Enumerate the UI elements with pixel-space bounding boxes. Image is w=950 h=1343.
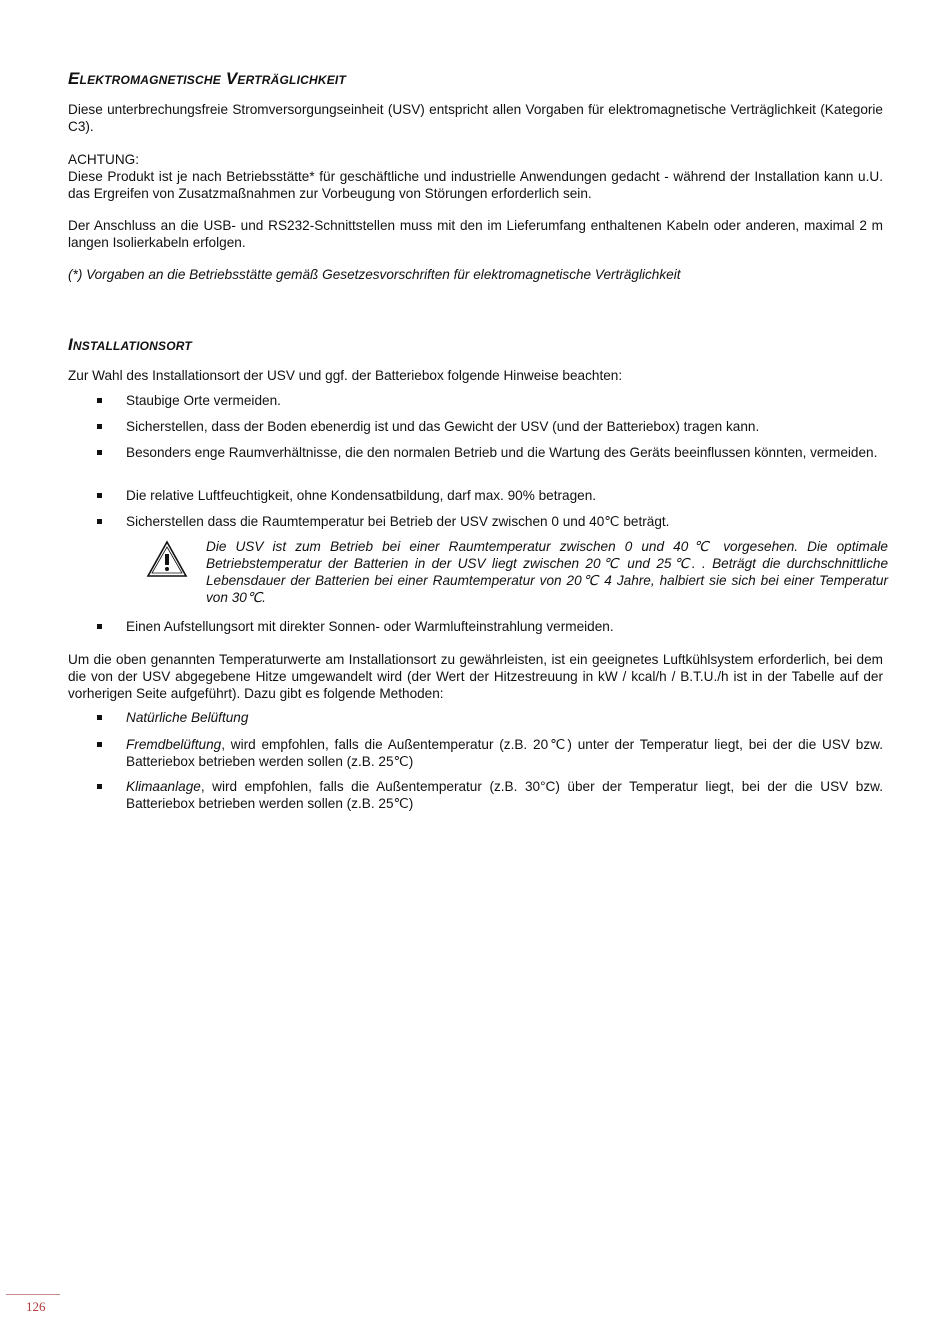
install-bullet-list (68, 418, 883, 435)
cooling-paragraph: Um die oben genannten Temperaturwerte am Installationsort zu gewährleisten, ist ein geeignetes Luftkühlsystem erforderlich, bei dem die von der USV abgegebene Hitze umgewandelt wird (der Wert der Hitzestreuung in kW / kcal/h / B.T.U./h ist in der Tabelle auf der vorherigen Seite aufgeführt). Dazu gibt es folgende Methoden: (68, 652, 883, 701)
warning-text: Die USV ist zum Betrieb bei einer Raumtemperatur zwischen 0 und 40℃ vorgesehen. Die optimale Betriebstemperatur der Batterien in der USV liegt zwischen 20℃ und 25℃. . Beträgt die durchschnittliche Lebensdauer der Batterien bei einer Raumtemperatur von 20℃ 4 Jahre, halbiert sie sich bei einer Temperatur von 30℃. (206, 539, 888, 605)
method-name: Klimaanlage (126, 779, 201, 794)
page-number-rule (6, 1294, 60, 1295)
list-item: Sicherstellen dass die Raumtemperatur bei Betrieb der USV zwischen 0 und 40℃ beträgt. (68, 513, 883, 530)
install-intro: Zur Wahl des Installationsort der USV und ggf. der Batteriebox folgende Hinweise beachten: (68, 368, 623, 383)
list-item (68, 709, 883, 726)
page-number: 126 (26, 1299, 46, 1314)
cooling-methods-list (68, 778, 883, 812)
method-text: , wird empfohlen, falls die Außentemperatur (z.B. 20℃) unter der Temperatur liegt, bei der die USV bzw. Batteriebox betrieben werden sollen (z.B. 25℃) (126, 737, 883, 769)
method-name: Natürliche Belüftung (126, 710, 249, 725)
install-bullet-list (68, 513, 883, 530)
list-item (68, 778, 883, 812)
list-item: Sicherstellen, dass der Boden ebenerdig ist und das Gewicht der USV (und der Batteriebox) tragen kann. (68, 418, 883, 435)
install-bullet-list (68, 392, 883, 409)
cooling-methods-list (68, 709, 883, 726)
connection-paragraph: Der Anschluss an die USB- und RS232-Schnittstellen muss mit den im Lieferumfang enthaltenen Kabeln oder anderen, maximal 2 m langen Isolierkabeln erfolgen. (68, 218, 883, 250)
list-item: Staubige Orte vermeiden. (68, 392, 883, 409)
cooling-methods-list (68, 736, 883, 770)
list-item: Die relative Luftfeuchtigkeit, ohne Kondensatbildung, darf max. 90% betragen. (68, 487, 883, 504)
emc-paragraph: Diese unterbrechungsfreie Stromversorgungseinheit (USV) entspricht allen Vorgaben für elektromagnetische Verträglichkeit (Kategorie C3). (68, 102, 883, 134)
install-bullet-list (68, 618, 883, 635)
install-heading: Installationsort (68, 335, 192, 354)
install-bullet-list (68, 444, 883, 461)
install-bullet-list (68, 487, 883, 504)
emc-footnote: (*) Vorgaben an die Betriebsstätte gemäß Gesetzesvorschriften für elektromagnetische Verträglichkeit (68, 267, 681, 282)
list-item: Einen Aufstellungsort mit direkter Sonnen- oder Warmlufteinstrahlung vermeiden. (68, 618, 883, 635)
method-text: , wird empfohlen, falls die Außentemperatur (z.B. 30°C) über der Temperatur liegt, bei der die USV bzw. Batteriebox betrieben werden sollen (z.B. 25℃) (126, 779, 883, 811)
attention-label: ACHTUNG: (68, 152, 139, 167)
list-item: Besonders enge Raumverhältnisse, die den normalen Betrieb und die Wartung des Geräts beeinflussen könnten, vermeiden. (68, 444, 883, 461)
method-name: Fremdbelüftung (126, 737, 222, 752)
attention-text: Diese Produkt ist je nach Betriebsstätte* für geschäftliche und industrielle Anwendungen gedacht - während der Installation kann u.U. das Ergreifen von Zusatzmaßnahmen zur Vorbeugung von Störungen erforderlich sein. (68, 169, 883, 201)
emc-heading: Elektromagnetische Verträglichkeit (68, 69, 346, 88)
temperature-warning (146, 538, 888, 606)
warning-triangle-icon (146, 540, 188, 578)
list-item (68, 736, 883, 770)
